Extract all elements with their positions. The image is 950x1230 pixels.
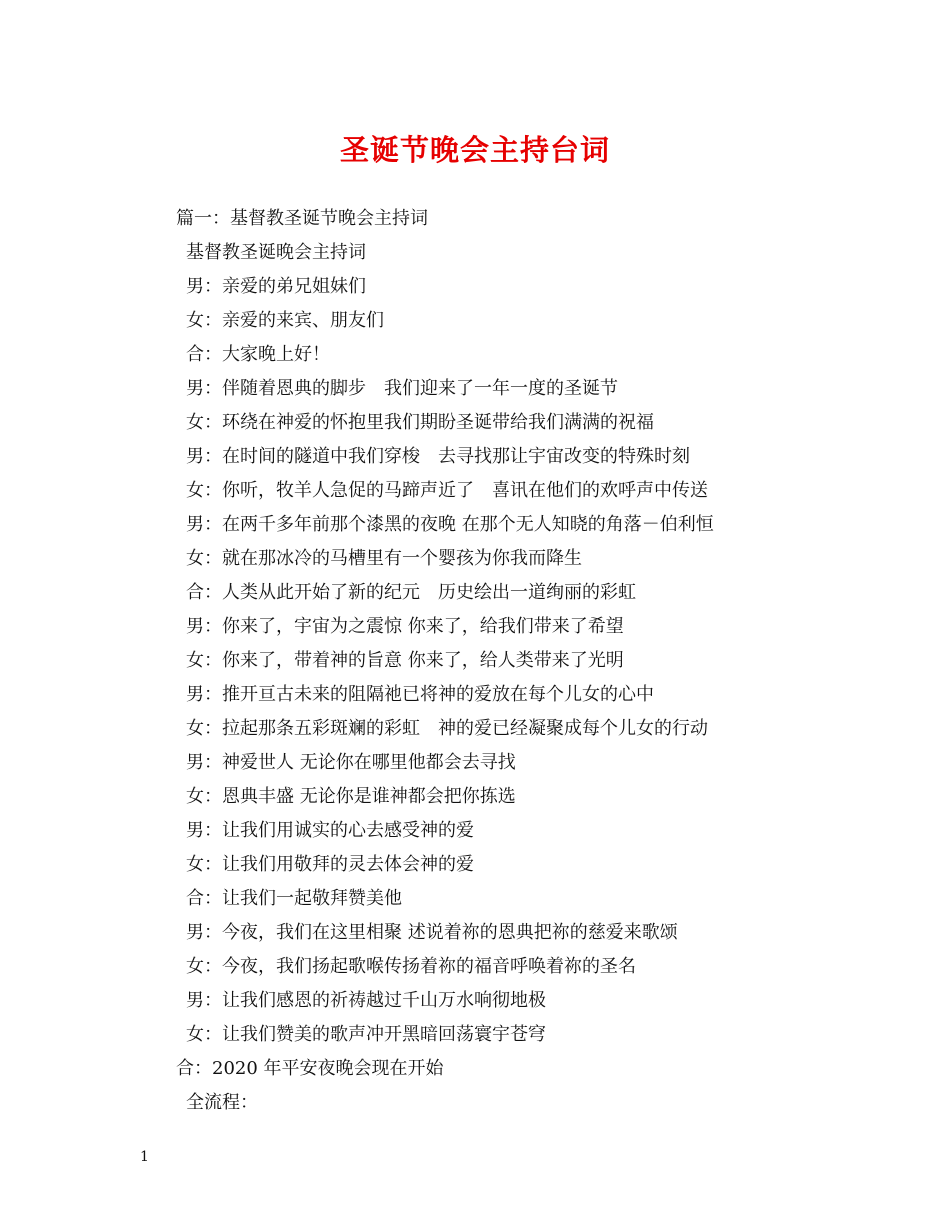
dialogue-line: 男：你来了，宇宙为之震惊 你来了，给我们带来了希望 [186, 616, 624, 637]
dialogue-line: 女：就在那冰冷的马槽里有一个婴孩为你我而降生 [186, 548, 582, 569]
dialogue-line: 女：你听，牧羊人急促的马蹄声近了 喜讯在他们的欢呼声中传送 [186, 480, 708, 501]
dialogue-line: 女：恩典丰盛 无论你是谁神都会把你拣选 [186, 786, 516, 807]
dialogue-line: 女：让我们赞美的歌声冲开黑暗回荡寰宇苍穹 [186, 1024, 546, 1045]
document-title: 圣诞节晚会主持台词 [339, 133, 610, 167]
dialogue-line: 男：今夜，我们在这里相聚 述说着祢的恩典把祢的慈爱来歌颂 [186, 922, 678, 943]
dialogue-line: 合：大家晚上好！ [186, 344, 330, 365]
dialogue-line: 男：神爱世人 无论你在哪里他都会去寻找 [186, 752, 516, 773]
dialogue-line: 男：让我们用诚实的心去感受神的爱 [186, 820, 474, 841]
dialogue-line: 合：人类从此开始了新的纪元 历史绘出一道绚丽的彩虹 [186, 582, 636, 603]
section-line: 全流程： [186, 1092, 258, 1113]
section-heading: 篇一：基督教圣诞节晚会主持词 [176, 208, 428, 229]
dialogue-line: 男：伴随着恩典的脚步 我们迎来了一年一度的圣诞节 [186, 378, 618, 399]
dialogue-line: 女：环绕在神爱的怀抱里我们期盼圣诞带给我们满满的祝福 [186, 412, 654, 433]
dialogue-line: 女：亲爱的来宾、朋友们 [186, 310, 384, 331]
dialogue-line: 合：2020 年平安夜晚会现在开始 [176, 1058, 444, 1079]
dialogue-line: 女：让我们用敬拜的灵去体会神的爱 [186, 854, 474, 875]
dialogue-line: 合：让我们一起敬拜赞美他 [186, 888, 402, 909]
dialogue-line: 男：让我们感恩的祈祷越过千山万水响彻地极 [186, 990, 546, 1011]
dialogue-line: 女：你来了，带着神的旨意 你来了，给人类带来了光明 [186, 650, 624, 671]
dialogue-line: 女：今夜，我们扬起歌喉传扬着祢的福音呼唤着祢的圣名 [186, 956, 636, 977]
page-number: 1 [140, 1149, 149, 1165]
dialogue-line: 男：推开亘古未来的阻隔祂已将神的爱放在每个儿女的心中 [186, 684, 654, 705]
dialogue-line: 男：亲爱的弟兄姐妹们 [186, 276, 366, 297]
dialogue-line: 女：拉起那条五彩斑斓的彩虹 神的爱已经凝聚成每个儿女的行动 [186, 718, 708, 739]
subheading-line: 基督教圣诞晚会主持词 [186, 242, 366, 263]
dialogue-line: 男：在两千多年前那个漆黑的夜晚 在那个无人知晓的角落－伯利恒 [186, 514, 714, 535]
dialogue-line: 男：在时间的隧道中我们穿梭 去寻找那让宇宙改变的特殊时刻 [186, 446, 690, 467]
